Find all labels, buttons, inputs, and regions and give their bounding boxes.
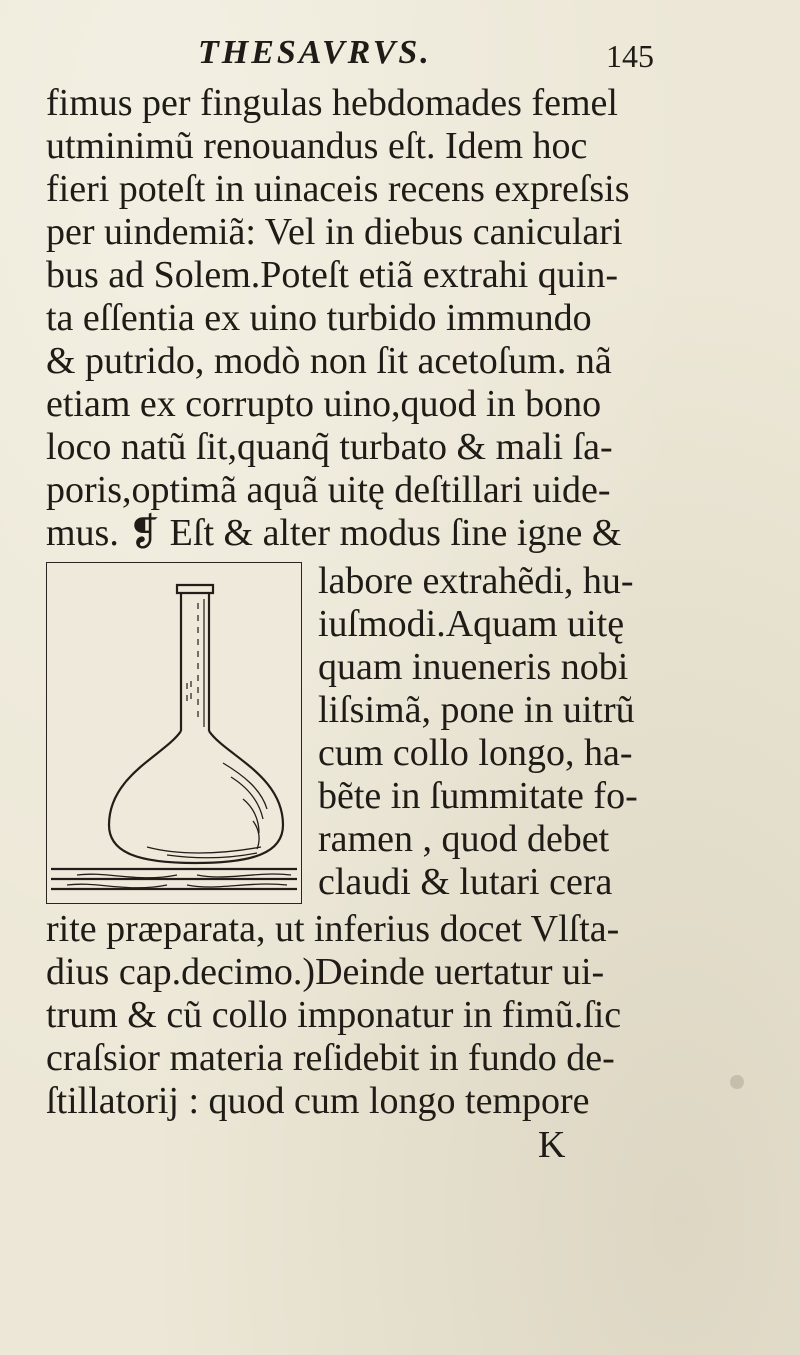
text-line: fieri poteſt in uinaceis recens expreſsis [46, 168, 630, 210]
text-line: loco natũ ſit,quanq̃ turbato & mali ſa- [46, 426, 613, 468]
text-line: poris,optimã aquã uitę deſtillari uide- [46, 469, 611, 511]
text-line: fimus per fingulas hebdomades femel [46, 82, 618, 124]
text-line: utminimũ renouandus eſt. Idem hoc [46, 125, 588, 167]
text-line: etiam ex corrupto uino,quod in bono [46, 383, 602, 425]
ink-smudge [730, 1075, 744, 1089]
text-line: rite præparata, ut inferius docet Vlſta- [46, 908, 620, 950]
text-line: labore extrahẽdi, hu- [318, 560, 634, 602]
text-line: liſsimã, pone in uitrũ [318, 689, 635, 731]
text-line: per uindemiã: Vel in diebus caniculari [46, 211, 623, 253]
long-neck-flask-icon [47, 563, 301, 903]
text-line: ſtillatorij : quod cum longo tempore [46, 1080, 590, 1122]
text-line: trum & cũ collo imponatur in fimũ.ſic [46, 994, 622, 1036]
catchword: K [538, 1124, 566, 1166]
text-line: quam inueneris nobi [318, 646, 629, 688]
text-line: cum collo longo, ha- [318, 732, 633, 774]
text-line: claudi & lutari cera [318, 861, 613, 903]
text-line: craſsior materia reſidebit in fundo de- [46, 1037, 615, 1079]
page-number: 145 [606, 38, 654, 74]
text-line: ta eſſentia ex uino turbido immundo [46, 297, 592, 339]
text-line: bẽte in ſummitate fo- [318, 775, 638, 817]
text-line: bus ad Solem.Poteſt etiã extrahi quin- [46, 254, 619, 296]
text-line: & putrido, modò non ſit acetoſum. nã [46, 340, 612, 382]
text-line: iuſmodi.Aquam uitę [318, 603, 625, 645]
text-line: dius cap.decimo.)Deinde uertatur ui- [46, 951, 605, 993]
running-title: THESAVRVS. [198, 34, 432, 71]
text-line: mus. ❡ Eſt & alter modus ſine igne & [46, 512, 622, 554]
flask-woodcut-figure [46, 562, 302, 904]
text-line: ramen , quod debet [318, 818, 610, 860]
